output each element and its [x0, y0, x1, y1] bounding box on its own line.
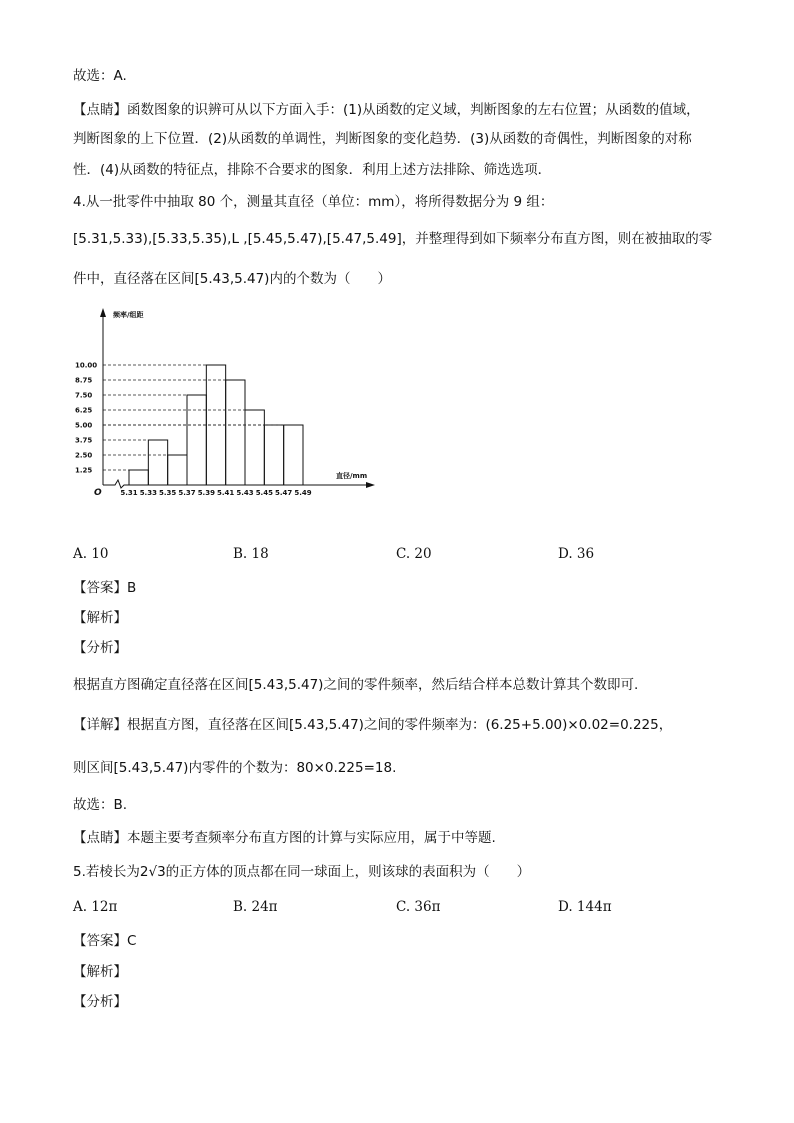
option-c: C. 36π	[396, 899, 441, 915]
text-line: 则区间[5.43,5.47)内零件的个数为：80×0.225=18.	[73, 760, 397, 776]
option-d: D. 36	[558, 546, 595, 562]
histogram-guides	[103, 365, 284, 470]
histogram-axes	[100, 308, 375, 488]
histogram-bar	[245, 410, 264, 485]
y-axis-label: 频率/组距	[113, 311, 144, 319]
y-tick-label: 5.00	[75, 421, 93, 430]
x-tick-label: 5.39	[197, 489, 215, 497]
y-tick-label: 10.00	[75, 361, 98, 370]
y-tick-label: 6.25	[75, 406, 93, 415]
histogram-bar	[284, 425, 303, 485]
option-b: B. 18	[233, 546, 269, 562]
text-line: 故选：B.	[73, 797, 128, 813]
histogram-bar	[187, 395, 206, 485]
x-axis-label: 直径/mm	[336, 472, 368, 480]
answer-label: 【答案】C	[73, 933, 137, 949]
x-tick-label: 5.37	[178, 489, 196, 497]
x-tick-label: 5.33	[139, 489, 157, 497]
text-line: 【详解】根据直方图，直径落在区间[5.43,5.47)之间的零件频率为：(6.25+5.00)×0.02=0.225，	[73, 717, 673, 733]
question-4-intervals: [5.31,5.33),[5.33,5.35),L ,[5.45,5.47),[5.47,5.49]，并整理得到如下频率分布直方图，则在被抽取的零	[73, 231, 713, 247]
histogram-bar	[129, 470, 148, 485]
x-tick-label: 5.41	[217, 489, 235, 497]
option-a: A. 10	[73, 546, 109, 562]
analysis-label: 【解析】	[73, 964, 127, 980]
x-axis-arrow	[366, 482, 375, 488]
y-tick-label: 3.75	[75, 436, 93, 445]
y-tick-label: 8.75	[75, 376, 93, 385]
option-b: B. 24π	[233, 899, 278, 915]
option-a: A. 12π	[73, 899, 118, 915]
question-4-prompt: 件中，直径落在区间[5.43,5.47)内的个数为（ ）	[73, 271, 391, 287]
analysis-label: 【解析】	[73, 610, 127, 626]
histogram-bar	[264, 425, 283, 485]
text-line: 【点睛】本题主要考查频率分布直方图的计算与实际应用，属于中等题.	[73, 830, 496, 846]
x-tick-label: 5.31	[120, 489, 138, 497]
question-4-stem: 4.从一批零件中抽取 80 个，测量其直径（单位：mm），将所得数据分为 9 组：	[73, 194, 554, 210]
frequency-histogram	[70, 305, 390, 510]
question-4-options	[73, 546, 713, 566]
y-axis-arrow	[100, 308, 106, 317]
y-tick-label: 7.50	[75, 391, 93, 400]
x-tick-label: 5.49	[294, 489, 312, 497]
x-axis	[103, 480, 368, 488]
y-tick-label: 2.50	[75, 451, 93, 460]
analysis-label: 【分析】	[73, 994, 127, 1010]
x-tick-label: 5.45	[255, 489, 273, 497]
option-c: C. 20	[396, 546, 432, 562]
text-line: 判断图象的上下位置．(2)从函数的单调性，判断图象的变化趋势．(3)从函数的奇偶性，判断图象的对称	[73, 131, 692, 147]
analysis-label: 【分析】	[73, 640, 127, 656]
question-5-stem: 5.若棱长为2√3的正方体的顶点都在同一球面上，则该球的表面积为（ ）	[73, 864, 531, 880]
histogram-bar	[148, 440, 167, 485]
histogram-bar	[168, 455, 187, 485]
text-line: 故选：A.	[73, 68, 127, 84]
text-line: 根据直方图确定直径落在区间[5.43,5.47)之间的零件频率，然后结合样本总数计算其个数即可.	[73, 677, 639, 693]
text-line: 【点睛】函数图象的识辨可从以下方面入手：(1)从函数的定义域，判断图象的左右位置；从函数的值域，	[73, 102, 700, 118]
option-d: D. 144π	[558, 899, 612, 915]
x-tick-label: 5.35	[159, 489, 177, 497]
histogram-bar	[226, 380, 245, 485]
answer-label: 【答案】B	[73, 580, 137, 596]
question-5-options	[73, 899, 713, 919]
y-tick-label: 1.25	[75, 466, 93, 475]
x-tick-label: 5.43	[236, 489, 254, 497]
origin-label: O	[94, 488, 102, 498]
text-line: 性．(4)从函数的特征点，排除不合要求的图象．利用上述方法排除、筛选选项．	[73, 162, 552, 178]
x-tick-label: 5.47	[275, 489, 293, 497]
